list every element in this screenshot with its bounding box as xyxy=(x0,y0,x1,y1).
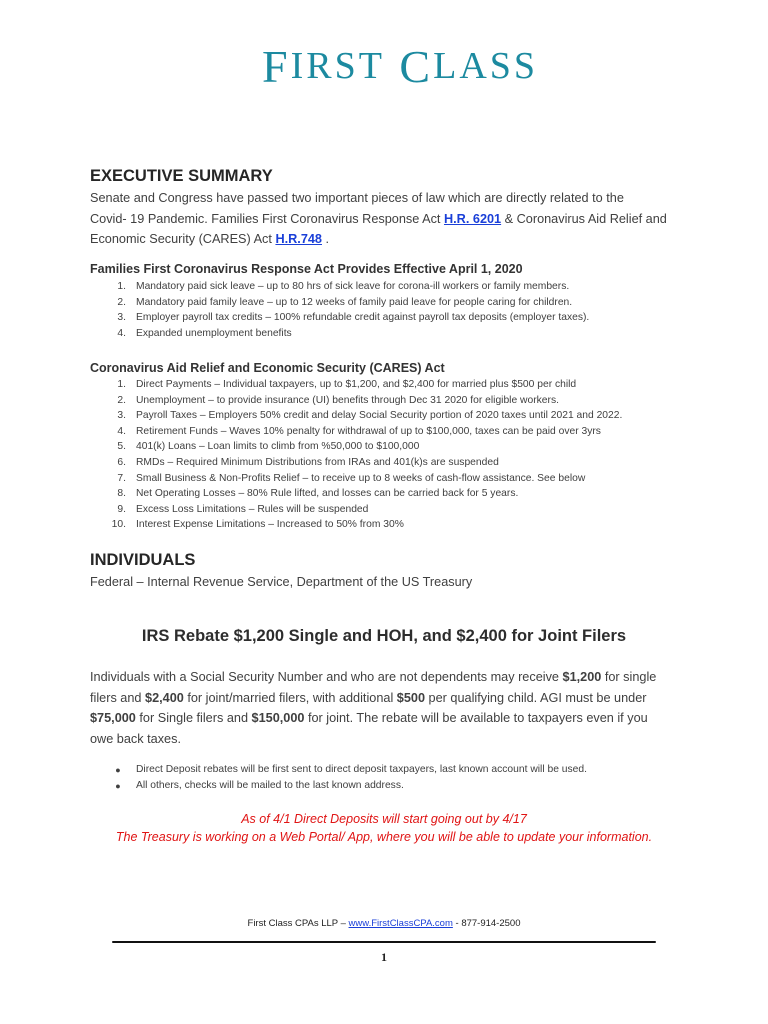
item-text: Direct Payments – Individual taxpayers, up to $1,200, and $2,400 for married plus $500 per child xyxy=(136,379,577,390)
page-footer xyxy=(0,918,768,929)
company-logo xyxy=(200,30,600,102)
list-item xyxy=(100,502,622,518)
summary-line-3 xyxy=(90,229,690,250)
item-number: 3. xyxy=(117,410,126,422)
footer-divider xyxy=(112,941,656,943)
item-number: 4. xyxy=(117,425,126,437)
logo-text-first-rest: IRST xyxy=(290,45,385,87)
summary-line-3a: Economic Security (CARES) Act xyxy=(90,232,276,246)
list-item xyxy=(100,486,622,502)
rebate-paragraph xyxy=(90,667,700,749)
item-text: Unemployment – to provide insurance (UI) benefits through Dec 31 2020 for eligible workers. xyxy=(136,394,559,406)
logo-text-first-cap: F xyxy=(261,40,291,92)
list-item xyxy=(100,455,622,471)
list-item xyxy=(100,310,589,326)
rebate-line-3 xyxy=(90,708,700,729)
list-item xyxy=(100,762,587,778)
list-item xyxy=(100,408,622,424)
list-item xyxy=(100,377,622,393)
cares-list xyxy=(100,377,622,533)
item-number: 1. xyxy=(117,281,126,292)
summary-line-2b: & Coronavirus Aid Relief and xyxy=(501,211,667,226)
website-link[interactable]: www.FirstClassCPA.com xyxy=(348,918,453,929)
item-number: 3. xyxy=(117,312,126,324)
item-text: Excess Loss Limitations – Rules will be suspended xyxy=(136,503,369,515)
amount-child: $500 xyxy=(396,690,426,705)
rebate-bullets xyxy=(100,762,587,794)
rebate-line-1 xyxy=(90,667,700,688)
summary-line-2a: Covid- 19 Pandemic. Families First Coronavirus Response Act xyxy=(90,211,444,226)
item-number: 2. xyxy=(117,296,126,308)
rebate-title: IRS Rebate $1,200 Single and HOH, and $2,400 for Joint Filers xyxy=(141,627,627,645)
bullet-icon: ● xyxy=(115,781,121,791)
rebate-text: per qualifying child. AGI must be under xyxy=(425,690,647,705)
rebate-text: for Single filers and xyxy=(135,711,252,725)
executive-summary-heading: EXECUTIVE SUMMARY xyxy=(90,167,273,185)
page-number: 1 xyxy=(381,950,387,964)
item-number: 2. xyxy=(117,394,126,406)
item-number: 7. xyxy=(117,472,126,484)
cares-heading: Coronavirus Aid Relief and Economic Security (CARES) Act xyxy=(90,361,445,375)
item-text: Retirement Funds – Waves 10% penalty for withdrawal of up to $100,000, taxes can be paid over 3yrs xyxy=(136,425,601,437)
list-item xyxy=(100,439,622,455)
bullet-text: All others, checks will be mailed to the last known address. xyxy=(136,780,404,791)
logo-text-class-rest: LASS xyxy=(433,45,539,87)
amount-single: $1,200 xyxy=(562,670,602,684)
individuals-heading: INDIVIDUALS xyxy=(90,551,196,569)
list-item xyxy=(100,279,589,295)
bullet-text: Direct Deposit rebates will be first sent to direct deposit taxpayers, last known account will be used. xyxy=(136,764,587,775)
item-text: 401(k) Loans – Loan limits to climb from %50,000 to $100,000 xyxy=(136,441,420,453)
amount-joint: $2,400 xyxy=(145,690,184,705)
item-text: Payroll Taxes – Employers 50% credit and delay Social Security portion of 2020 taxes until 2021 and 2022. xyxy=(136,410,623,422)
footer-company: First Class CPAs LLP – xyxy=(247,918,349,929)
rebate-text: for joint. The rebate will be available to taxpayers even if you xyxy=(304,711,648,725)
item-text: Mandatory paid sick leave – up to 80 hrs of sick leave for corona-ill workers or family members. xyxy=(136,281,570,292)
list-item xyxy=(100,778,587,794)
executive-summary-paragraph xyxy=(90,188,690,250)
list-item xyxy=(100,424,622,440)
item-text: Interest Expense Limitations – Increased to 50% from 30% xyxy=(136,519,404,531)
hr748-link[interactable]: H.R.748 xyxy=(275,232,322,246)
footer-phone: - 877-914-2500 xyxy=(452,918,521,929)
hr6201-link[interactable]: H.R. 6201 xyxy=(443,211,502,226)
rebate-text: for single xyxy=(601,670,657,684)
item-number: 9. xyxy=(117,503,126,515)
ffcra-list xyxy=(100,279,589,341)
rebate-text: filers and xyxy=(90,690,146,705)
item-text: Expanded unemployment benefits xyxy=(136,327,292,339)
item-number: 5. xyxy=(117,441,126,453)
list-item xyxy=(100,471,622,487)
individuals-subtitle: Federal – Internal Revenue Service, Department of the US Treasury xyxy=(90,575,473,589)
item-text: RMDs – Required Minimum Distributions from IRAs and 401(k)s are suspended xyxy=(136,456,499,468)
list-item xyxy=(100,517,622,533)
item-text: Employer payroll tax credits – 100% refundable credit against payroll tax deposits (employer taxes). xyxy=(136,312,590,324)
summary-line-3b: . xyxy=(321,232,330,246)
item-text: Mandatory paid family leave – up to 12 weeks of family paid leave for people caring for children. xyxy=(136,296,573,308)
web-portal-notice: The Treasury is working on a Web Portal/ App, where you will be able to update your information. xyxy=(115,830,653,844)
summary-line-1: Senate and Congress have passed two important pieces of law which are directly related to the xyxy=(90,191,624,205)
agi-joint: $150,000 xyxy=(251,711,305,725)
agi-single: $75,000 xyxy=(90,711,136,725)
direct-deposit-notice: As of 4/1 Direct Deposits will start going out by 4/17 xyxy=(241,812,527,826)
rebate-text: for joint/married filers, with additional xyxy=(183,690,397,705)
ffcra-heading: Families First Coronavirus Response Act Provides Effective April 1, 2020 xyxy=(90,262,523,276)
item-text: Net Operating Losses – 80% Rule lifted, and losses can be carried back for 5 years. xyxy=(136,488,519,500)
item-number: 6. xyxy=(117,456,126,468)
list-item xyxy=(100,295,589,311)
summary-line-2 xyxy=(90,209,690,230)
rebate-text: Individuals with a Social Security Number and who are not dependents may receive xyxy=(90,670,563,684)
item-number: 1. xyxy=(117,379,126,390)
logo-text-class-cap: C xyxy=(399,40,434,92)
bullet-icon: ● xyxy=(115,765,121,775)
item-number: 10. xyxy=(111,519,126,531)
item-text: Small Business & Non-Profits Relief – to receive up to 8 weeks of cash-flow assistance. See below xyxy=(136,472,586,484)
list-item xyxy=(100,326,589,342)
item-number: 4. xyxy=(117,327,126,339)
rebate-line-4: owe back taxes. xyxy=(90,731,181,746)
rebate-line-2 xyxy=(90,688,700,709)
item-number: 8. xyxy=(117,488,126,500)
list-item xyxy=(100,393,622,409)
